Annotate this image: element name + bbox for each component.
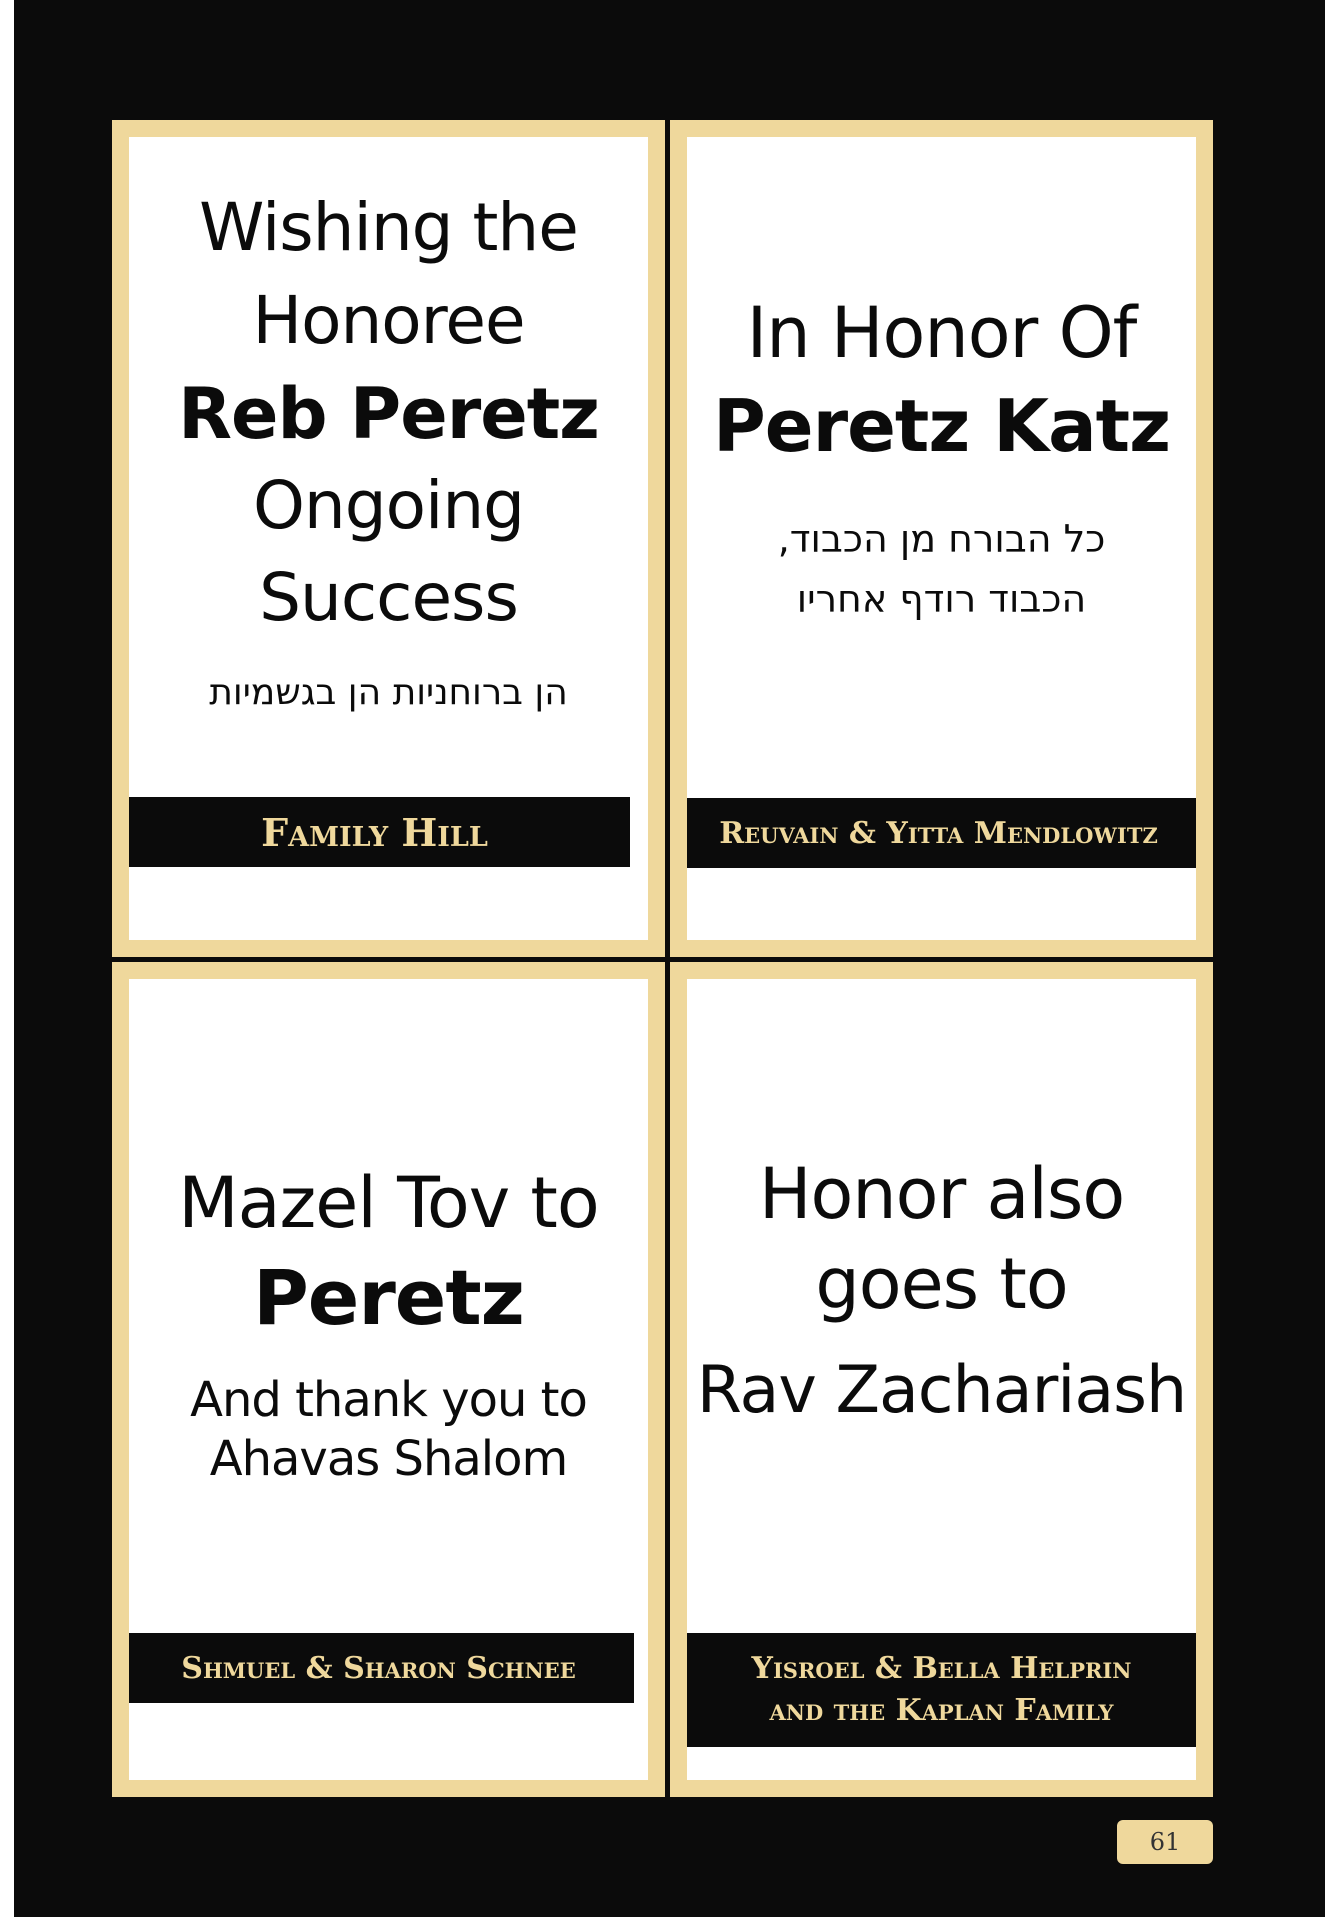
thank-you-line: Ahavas Shalom [209,1431,568,1487]
ad-heading-line: Honoree [252,282,525,359]
sponsor-banner [129,1633,634,1703]
ad-panel [129,137,648,940]
hebrew-blessing: הן ברוחניות הן בגשמיות [209,672,568,713]
ad-tile-3 [112,962,665,1797]
sponsor-name: and the Kaplan Family [769,1693,1114,1728]
sponsor-name: Yisroel & Bella Helprin [751,1651,1132,1686]
ad-heading-line: Wishing the [199,189,578,266]
ad-heading-line: Success [259,559,518,636]
ad-panel [687,979,1196,1780]
ad-tile-4 [670,962,1213,1797]
ad-panel [687,137,1196,940]
sponsor-name: Shmuel & Sharon Schnee [181,1650,576,1686]
sponsor-name: Family Hill [261,809,488,855]
page-number: 61 [1117,1820,1213,1864]
ad-heading-line: goes to [815,1243,1068,1325]
sponsor-name: Reuvain & Yitta Mendlowitz [719,815,1158,851]
honoree-name: Rav Zachariash [696,1353,1187,1428]
sponsor-banner [129,797,630,867]
honoree-name: Peretz [253,1253,524,1342]
sponsor-banner [687,1633,1196,1747]
sponsor-banner [687,798,1196,868]
hebrew-quote-line: כל הבורח מן הכבוד, [777,517,1106,561]
ad-heading-line: Honor also [758,1153,1125,1235]
ad-heading-line: Mazel Tov to [178,1162,599,1244]
ad-heading-line: Ongoing [252,467,525,544]
honoree-name: Peretz Katz [712,384,1171,468]
ad-panel [129,979,648,1780]
honoree-name: Reb Peretz [178,373,599,455]
ad-tile-2 [670,120,1213,957]
hebrew-quote-line: הכבוד רודף אחריו [796,577,1087,621]
ad-heading-line: In Honor Of [746,292,1137,374]
ad-tile-1 [112,120,665,957]
thank-you-line: And thank you to [190,1372,587,1428]
